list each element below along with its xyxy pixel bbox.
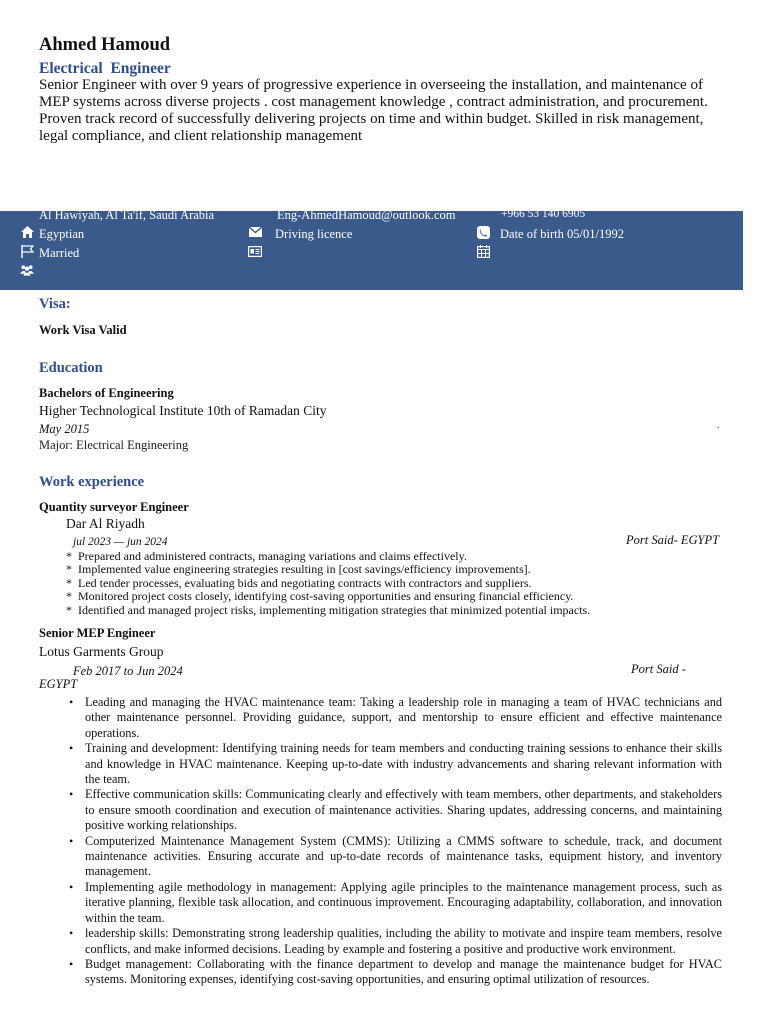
list-item: * Prepared and administered contracts, managing variations and claims effectively. <box>66 550 590 563</box>
list-item: • Computerized Maintenance Management System (CMMS): Utilizing a CMMS software to schedule, track, and document maintenance activities. Ensuring accurate and up-to-date records of maintenance tasks, equipment history, and inventory management. <box>85 834 722 880</box>
phone-icon <box>476 225 490 239</box>
phone-text: +966 53 140 6905 <box>501 208 586 220</box>
envelope-icon <box>248 225 262 239</box>
list-item: • Implementing agile methodology in management: Applying agile principles to the maintenance management process, such as iterative planning, flexible task allocation, and continuous improvement. Encouraging adaptability, collaboration, and innovation within the team. <box>85 880 722 926</box>
job-dates: Feb 2017 to Jun 2024 <box>73 664 183 678</box>
list-item: * Identified and managed project risks, implementing mitigation strategies that minimized potential impacts. <box>66 604 590 617</box>
job-dates: jul 2023 — jun 2024 <box>73 536 168 548</box>
degree: Bachelors of Engineering <box>39 386 174 400</box>
list-item: * Monitored project costs closely, identifying cost-saving opportunities and ensuring financial efficiency. <box>66 590 590 603</box>
email-text: Eng-AhmedHamoud@outlook.com <box>277 208 456 222</box>
company-name: Dar Al Riyadh <box>66 516 145 531</box>
major: Major: Electrical Engineering <box>39 438 189 452</box>
list-item: * Implemented value engineering strategies resulting in [cost savings/efficiency improvements]. <box>66 563 590 576</box>
list-item: • Effective communication skills: Communicating clearly and effectively with team members, other departments, and stakeholders to ensure smooth coordination and execution of maintenance activities. Sharing updates, addressing concerns, and maintaining positive working relationships. <box>85 787 722 833</box>
job-title: Electrical Engineer <box>39 60 171 77</box>
job-bullets <box>66 550 590 617</box>
company-name: Lotus Garments Group <box>39 644 164 659</box>
list-item: • Leading and managing the HVAC maintenance team: Taking a leadership role in managing a team of HVAC technicians and other maintenance personnel. Providing guidance, support, and mentorship to ensure efficient and effective maintenance operations. <box>85 695 722 741</box>
education-date: May 2015 <box>39 422 90 436</box>
job-title: Senior MEP Engineer <box>39 626 156 640</box>
job-location-cont: EGYPT <box>39 677 78 691</box>
education-dot: . <box>717 420 720 431</box>
group-icon <box>20 263 34 277</box>
job-bullets <box>85 695 722 988</box>
address-text: Al Hawiyah, Al Ta'if, Saudi Arabia <box>39 208 215 222</box>
profile-summary: Senior Engineer with over 9 years of progressive experience in overseeing the installation, and maintenance of MEP systems across diverse projects . cost management knowledge , contract administration, and procurement. Proven track record of successfully delivering projects on time and within budget. Skilled in risk management, legal compliance, and client relationship management <box>39 77 708 144</box>
flag-icon <box>20 244 34 258</box>
visa-status: Work Visa Valid <box>39 323 127 337</box>
job-location: Port Said- EGYPT <box>626 533 720 547</box>
visa-heading: Visa: <box>39 296 71 312</box>
nationality-text: Egyptian <box>39 227 85 241</box>
list-item: • Training and development: Identifying training needs for team members and conducting training sessions to enhance their skills and knowledge in HVAC maintenance. Keeping up-to-date with industry advancements and sharing relevant information with the team. <box>85 741 722 787</box>
list-item: • Budget management: Collaborating with the finance department to develop and manage the maintenance budget for HVAC systems. Monitoring expenses, identifying cost-saving opportunities, and ensuring optimal utilization of resources. <box>85 957 722 988</box>
marital-text: Married <box>39 246 80 260</box>
calendar-icon <box>476 244 490 258</box>
work-heading: Work experience <box>39 474 145 490</box>
dob-text: Date of birth 05/01/1992 <box>500 227 624 241</box>
contact-band <box>0 208 743 290</box>
license-text: Driving licence <box>275 227 353 241</box>
job-title: Quantity surveyor Engineer <box>39 500 189 514</box>
list-item: * Led tender processes, evaluating bids and negotiating contracts with contractors and suppliers. <box>66 577 590 590</box>
home-icon <box>20 225 34 239</box>
list-item: • leadership skills: Demonstrating strong leadership qualities, including the ability to motivate and inspire team members, resolve conflicts, and make informed decisions. Leading by example and fostering a positive and productive work environment. <box>85 926 722 957</box>
candidate-name: Ahmed Hamoud <box>39 35 171 55</box>
id-card-icon <box>248 244 262 258</box>
education-heading: Education <box>39 360 103 376</box>
institute: Higher Technological Institute 10th of Ramadan City <box>39 403 327 418</box>
job-location: Port Said - <box>631 662 686 676</box>
